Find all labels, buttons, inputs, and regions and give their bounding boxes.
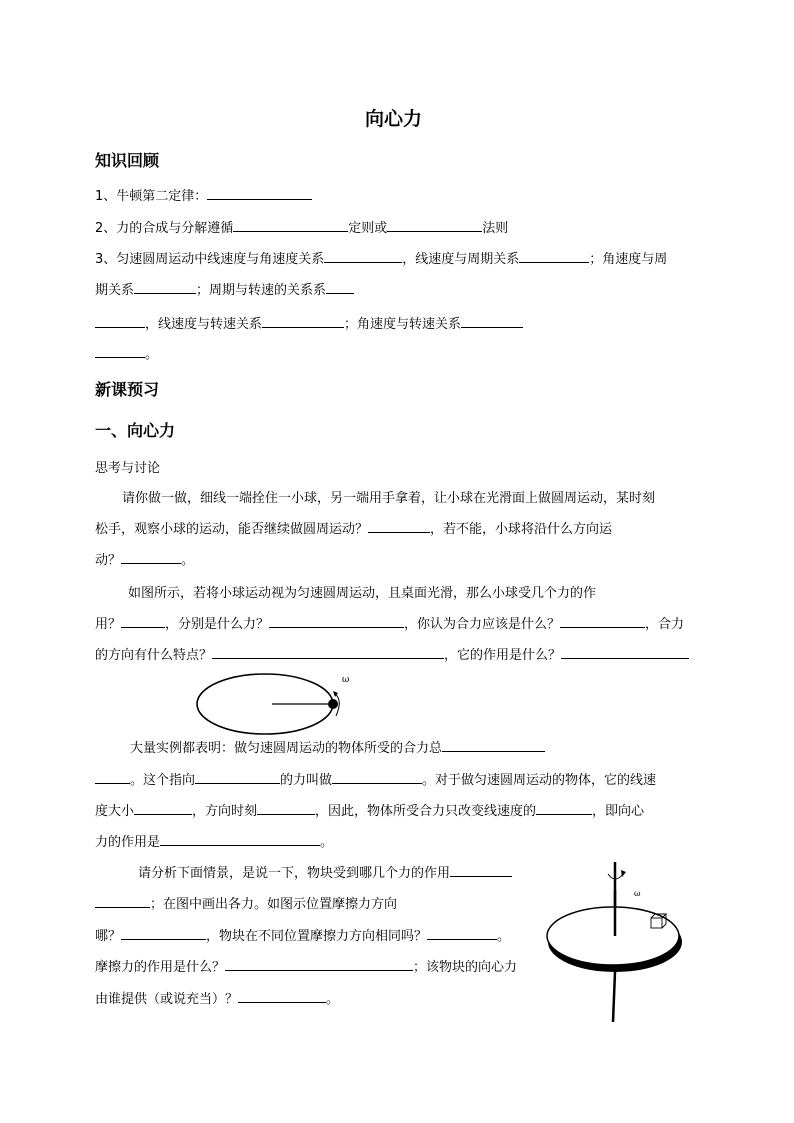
answer-blank[interactable] (134, 800, 192, 815)
p3-text: 力的作用是 (95, 835, 161, 850)
answer-blank[interactable] (332, 769, 422, 784)
p3-text: 度大小 (95, 804, 135, 819)
p4-text: 由谁提供（或说充当）？ (95, 992, 239, 1007)
p1-line-1: 请你做一做，细线一端拴住一小球，另一端用手拿着，让小球在光滑面上做圆周运动，某时刻 (122, 491, 656, 506)
p1-line-2 (95, 518, 612, 537)
answer-blank[interactable] (387, 217, 482, 232)
answer-blank[interactable] (427, 925, 497, 940)
p3-line-3 (95, 800, 644, 819)
review-line-2 (95, 217, 508, 236)
review-text: ；角速度与转速关系 (344, 317, 462, 332)
answer-blank[interactable] (257, 800, 315, 815)
disk-top (547, 907, 679, 965)
p4-text: ，物块在不同位置摩擦力方向相同吗？ (206, 929, 428, 944)
answer-blank[interactable] (95, 313, 145, 328)
turntable-figure (545, 860, 685, 1025)
p3-line-4 (95, 831, 333, 850)
answer-blank[interactable] (233, 217, 348, 232)
review-text: ；角速度与周 (589, 252, 668, 267)
review-text: 法则 (482, 221, 509, 236)
answer-blank[interactable] (536, 800, 592, 815)
answer-blank[interactable] (207, 185, 312, 200)
p4-line-1 (138, 862, 512, 881)
answer-blank[interactable] (442, 737, 545, 752)
p2-line-1: 如图所示，若将小球运动视为匀速圆周运动，且桌面光滑，那么小球受几个力的作 (128, 586, 597, 601)
p4-text: 。 (326, 992, 340, 1007)
review-line-6 (95, 343, 158, 362)
p3-text: 的力叫做 (280, 773, 333, 788)
review-text: ；周期与转速的关系系 (196, 283, 327, 298)
omega-label: ω (634, 889, 641, 898)
answer-blank[interactable] (121, 549, 181, 564)
review-line-5 (95, 313, 523, 332)
answer-blank[interactable] (326, 279, 354, 294)
p2-line-2 (95, 613, 684, 632)
review-text: 1、牛顿第二定律： (95, 189, 208, 204)
p3-text: ，方向时刻 (192, 804, 258, 819)
p1-text: 。 (181, 553, 195, 568)
p3-text: 大量实例都表明：做匀速圆周运动的物体所受的合力总 (130, 741, 443, 756)
p4-text: 。 (497, 929, 511, 944)
p2-text: ，你认为合力应该是什么？ (404, 617, 561, 632)
p4-text: ；在图中画出各力。如图示位置摩擦力方向 (150, 897, 398, 912)
p2-text: ，分别是什么力？ (165, 617, 270, 632)
p4-text: 摩擦力的作用是什么？ (95, 960, 226, 975)
axis-bottom (613, 972, 615, 1022)
p3-text: ，即向心 (592, 804, 645, 819)
review-line-4 (95, 279, 354, 298)
p1-text: 松手，观察小球的运动，能否继续做圆周运动？ (95, 522, 369, 537)
p4-line-5 (95, 988, 339, 1007)
p4-text: 哪？ (95, 929, 122, 944)
answer-blank[interactable] (121, 925, 206, 940)
review-text: 定则或 (348, 221, 388, 236)
circular-motion-figure (195, 670, 355, 740)
answer-blank[interactable] (121, 613, 165, 628)
answer-blank[interactable] (368, 518, 430, 533)
p3-text: 。 (320, 835, 334, 850)
review-line-1 (95, 185, 312, 204)
review-text: 期关系 (95, 283, 135, 298)
answer-blank[interactable] (238, 988, 326, 1003)
review-text: 3、匀速圆周运动中线速度与角速度关系 (95, 252, 325, 267)
p2-text: ，合力 (645, 617, 685, 632)
review-text: 2、力的合成与分解遵循 (95, 221, 234, 236)
p3-line-1 (130, 737, 545, 756)
p3-text: 。对于做匀速圆周运动的物体，它的线速 (422, 773, 657, 788)
answer-blank[interactable] (519, 248, 589, 263)
answer-blank[interactable] (324, 248, 402, 263)
answer-blank[interactable] (262, 313, 344, 328)
section-heading-centripetal: 一、向心力 (95, 421, 176, 440)
p1-text: 动？ (95, 553, 122, 568)
review-text: ，线速度与周期关系 (402, 252, 520, 267)
answer-blank[interactable] (450, 862, 512, 877)
p4-text: 请分析下面情景，是说一下，物块受到哪几个力的作用 (138, 866, 451, 881)
answer-blank[interactable] (212, 644, 444, 659)
answer-blank[interactable] (269, 613, 404, 628)
p2-line-3 (95, 644, 689, 663)
p2-text: ，它的作用是什么？ (444, 648, 562, 663)
answer-blank[interactable] (95, 343, 145, 358)
answer-blank[interactable] (160, 831, 320, 846)
p2-text: 用？ (95, 617, 122, 632)
p1-text: ，若不能，小球将沿什么方向运 (430, 522, 613, 537)
answer-blank[interactable] (195, 769, 280, 784)
section-heading-preview: 新课预习 (95, 380, 160, 399)
think-label: 思考与讨论 (95, 461, 161, 476)
answer-blank[interactable] (561, 644, 689, 659)
omega-label: ω (342, 675, 350, 685)
section-heading-review: 知识回顾 (95, 151, 160, 170)
p3-text: ，因此，物体所受合力只改变线速度的 (315, 804, 537, 819)
review-line-3 (95, 248, 667, 267)
answer-blank[interactable] (225, 956, 413, 971)
p4-line-2 (95, 893, 397, 912)
p3-text: 。这个指向 (130, 773, 196, 788)
p1-line-3 (95, 549, 194, 568)
page-title: 向心力 (365, 108, 423, 130)
p3-line-2 (95, 769, 656, 788)
p4-line-3 (95, 925, 510, 944)
answer-blank[interactable] (134, 279, 196, 294)
review-text: 。 (145, 347, 159, 362)
ball (328, 699, 338, 709)
p2-text: 的方向有什么特点？ (95, 648, 213, 663)
answer-blank[interactable] (560, 613, 645, 628)
p4-text: ；该物块的向心力 (413, 960, 518, 975)
answer-blank[interactable] (461, 313, 523, 328)
p4-line-4 (95, 956, 517, 975)
review-text: ，线速度与转速关系 (145, 317, 263, 332)
answer-blank[interactable] (95, 769, 130, 784)
answer-blank[interactable] (95, 893, 150, 908)
